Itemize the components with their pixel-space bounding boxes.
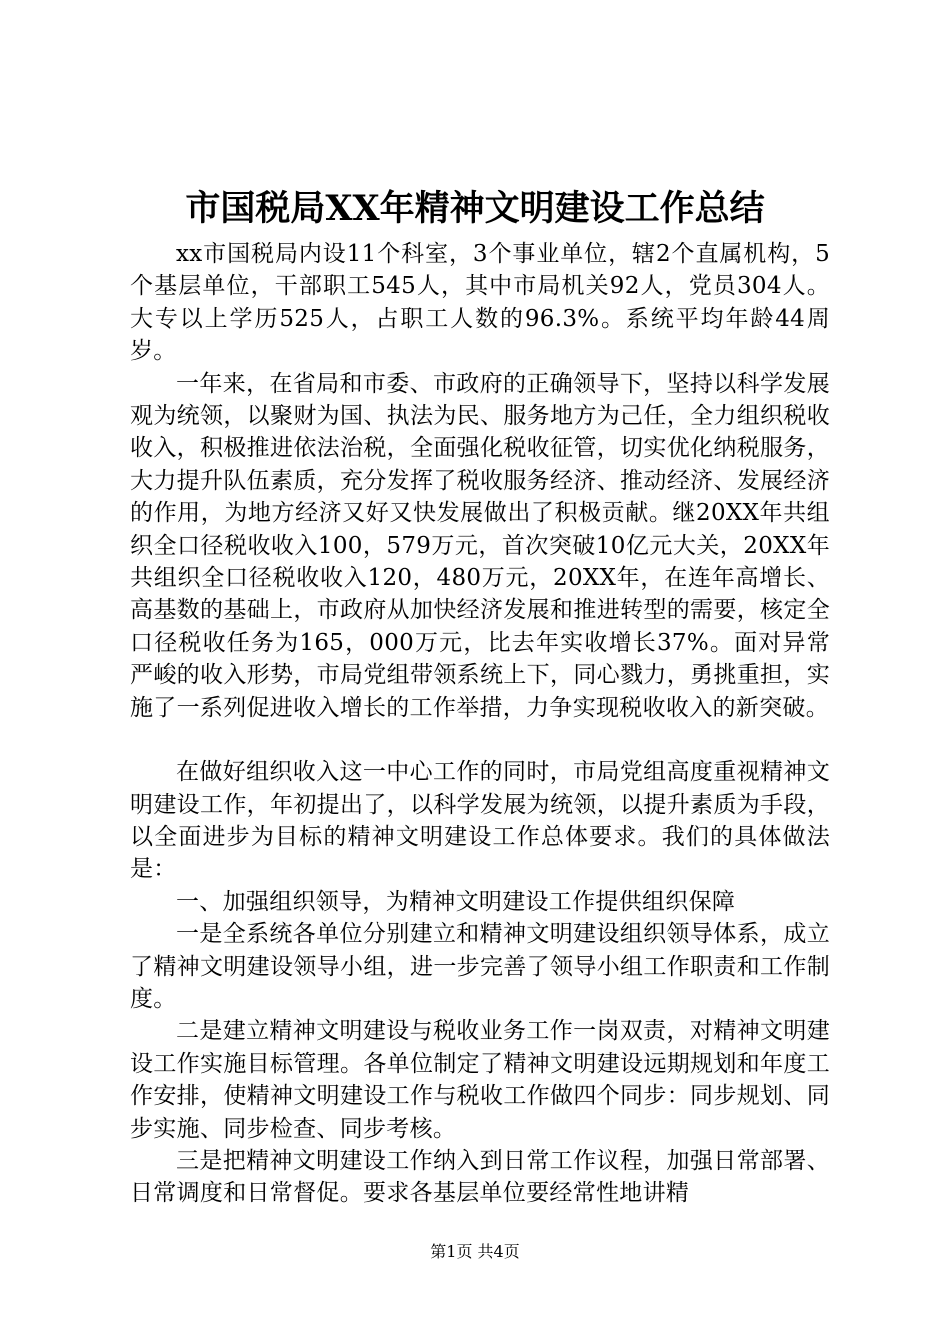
list-item: 二是建立精神文明建设与税收业务工作一岗双责，对精神文明建设工作实施目标管理。各单位制定了精神文明建设远期规划和年度工作安排，使精神文明建设工作与税收工作做四个同步：同步规划、同步实施、同步检查、同步考核。 [130, 1018, 830, 1142]
paragraph-civilization-work: 在做好组织收入这一中心工作的同时，市局党组高度重视精神文明建设工作，年初提出了，以科学发展为统领，以提升素质为手段，以全面进步为目标的精神文明建设工作总体要求。我们的具体做法是： [130, 759, 830, 883]
page-number-footer: 第1页 共4页 [430, 1242, 520, 1261]
paragraph-overview: xx市国税局内设11个科室，3个事业单位，辖2个直属机构，5个基层单位，干部职工545人，其中市局机关92人，党员304人。大专以上学历525人，占职工人数的96.3%。系统平均年龄44周岁。 [130, 241, 830, 365]
paragraph-annual-review: 一年来，在省局和市委、市政府的正确领导下，坚持以科学发展观为统领，以聚财为国、执法为民、服务地方为己任，全力组织税收收入，积极推进依法治税，全面强化税收征管，切实优化纳税服务，大力提升队伍素质，充分发挥了税收服务经济、推动经济、发展经济的作用，为地方经济又好又快发展做出了积极贡献。继20XX年共组织全口径税收收入100，579万元，首次突破10亿元大关，20XX年共组织全口径税收收入120，480万元，20XX年，在连年高增长、高基数的基础上，市政府从加快经济发展和推进转型的需要，核定全口径税收任务为165，000万元，比去年实收增长37%。面对异常严峻的收入形势，市局党组带领系统上下，同心戮力，勇挑重担，实施了一系列促进收入增长的工作举措，力争实现税收收入的新突破。 [130, 370, 830, 721]
list-item: 三是把精神文明建设工作纳入到日常工作议程，加强日常部署、日常调度和日常督促。要求各基层单位要经常性地讲精 [130, 1147, 830, 1207]
list-item: 一是全系统各单位分别建立和精神文明建设组织领导体系，成立了精神文明建设领导小组，进一步完善了领导小组工作职责和工作制度。 [130, 921, 830, 1012]
document-title: 市国税局XX年精神文明建设工作总结 [185, 188, 765, 229]
document-body [130, 238, 830, 1210]
section-heading: 一、加强组织领导，为精神文明建设工作提供组织保障 [176, 888, 736, 915]
